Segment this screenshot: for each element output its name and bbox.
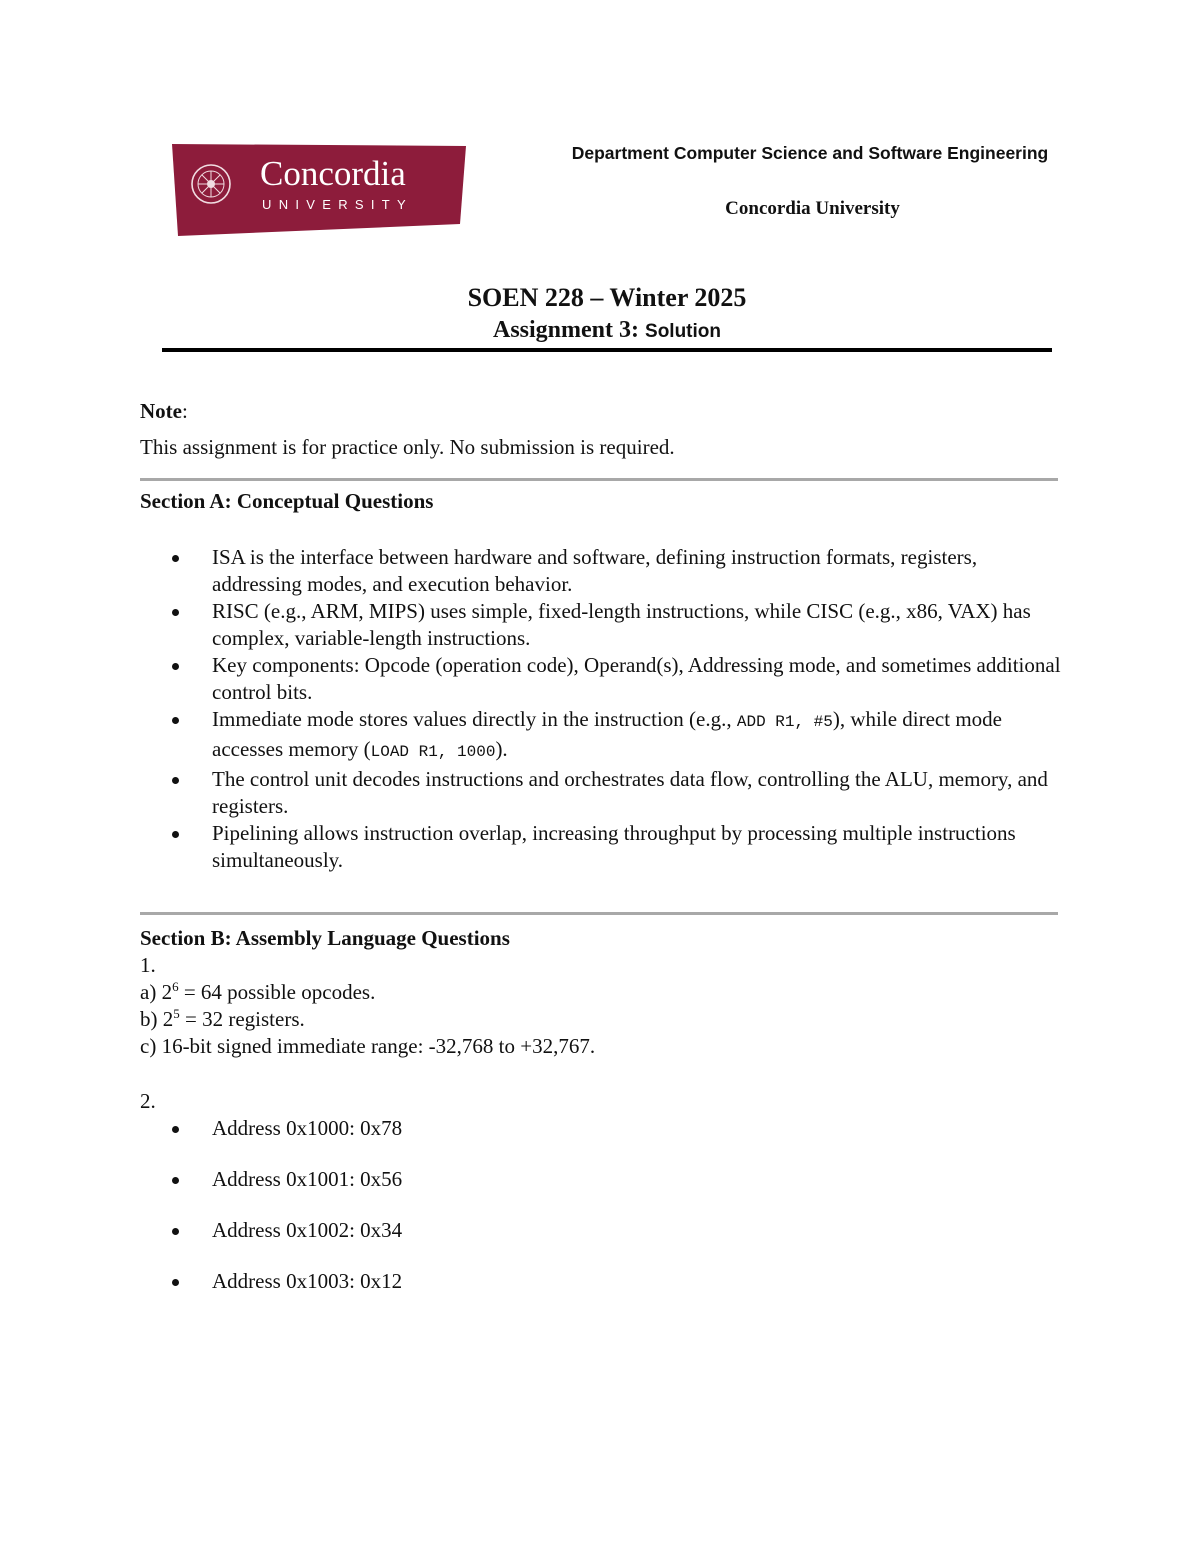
note-text: This assignment is for practice only. No submission is required.	[140, 435, 675, 459]
title-divider	[162, 348, 1052, 352]
code-snippet: ADD R1, #5	[736, 713, 833, 731]
list-item: Immediate mode stores values directly in the instruction (e.g., ADD R1, #5), while direct mode accesses memory (LOAD R1, 1000).	[140, 706, 1070, 766]
question-2-number: 2.	[140, 1089, 156, 1113]
assignment-label: Assignment 3:	[493, 317, 640, 343]
list-item: Pipelining allows instruction overlap, increasing throughput by processing multiple instructions simultaneously.	[140, 820, 1070, 874]
question-1-number: 1.	[140, 953, 156, 977]
bullet-icon	[172, 1177, 179, 1184]
university-seal-icon	[192, 165, 230, 203]
list-item: Key components: Opcode (operation code), Operand(s), Addressing mode, and sometimes additional control bits.	[140, 652, 1070, 706]
section-b-heading: Section B: Assembly Language Questions	[140, 926, 510, 950]
course-title: SOEN 228 – Winter 2025	[467, 283, 747, 312]
note-colon: :	[181, 399, 188, 423]
list-item: Address 0x1003: 0x12	[140, 1268, 840, 1295]
assignment-subtitle: Solution	[645, 321, 721, 342]
concordia-logo	[170, 140, 468, 237]
bullet-icon	[172, 663, 179, 670]
bullet-icon	[172, 1228, 179, 1235]
section-a-list	[140, 544, 1070, 874]
answer-1a: a) $2^6 = 64$ possible opcodes.	[140, 979, 376, 1004]
logo-subtitle: UNIVERSITY	[262, 197, 414, 212]
department-name: Department Computer Science and Software Engineering	[571, 143, 1049, 163]
bullet-icon	[172, 777, 179, 784]
bullet-icon	[172, 717, 179, 724]
university-name: Concordia University	[725, 198, 900, 219]
memory-layout-list	[140, 1115, 840, 1319]
list-item: Address 0x1001: 0x56	[140, 1166, 840, 1193]
answer-1b: b) $2^5 = 32$ registers.	[140, 1006, 305, 1031]
logo-wordmark: Concordia	[260, 154, 406, 193]
bullet-icon	[172, 1279, 179, 1286]
section-a-heading: Section A: Conceptual Questions	[140, 489, 434, 513]
list-item: ISA is the interface between hardware and software, defining instruction formats, registers, addressing modes, and execution behavior.	[140, 544, 1070, 598]
section-divider	[140, 912, 1058, 915]
list-item: The control unit decodes instructions and orchestrates data flow, controlling the ALU, memory, and registers.	[140, 766, 1070, 820]
bullet-icon	[172, 1126, 179, 1133]
list-item: Address 0x1000: 0x78	[140, 1115, 840, 1142]
note-heading	[140, 398, 188, 425]
section-divider	[140, 478, 1058, 481]
bullet-icon	[172, 555, 179, 562]
bullet-icon	[172, 831, 179, 838]
answer-1c: c) 16-bit signed immediate range: -32,768 to +32,767.	[140, 1034, 596, 1058]
code-snippet: LOAD R1, 1000	[370, 743, 496, 761]
bullet-icon	[172, 609, 179, 616]
note-label: Note	[140, 399, 182, 423]
assignment-title	[0, 317, 1200, 344]
list-item: RISC (e.g., ARM, MIPS) uses simple, fixed-length instructions, while CISC (e.g., x86, VAX) has complex, variable-length instructions.	[140, 598, 1070, 652]
list-item: Address 0x1002: 0x34	[140, 1217, 840, 1244]
